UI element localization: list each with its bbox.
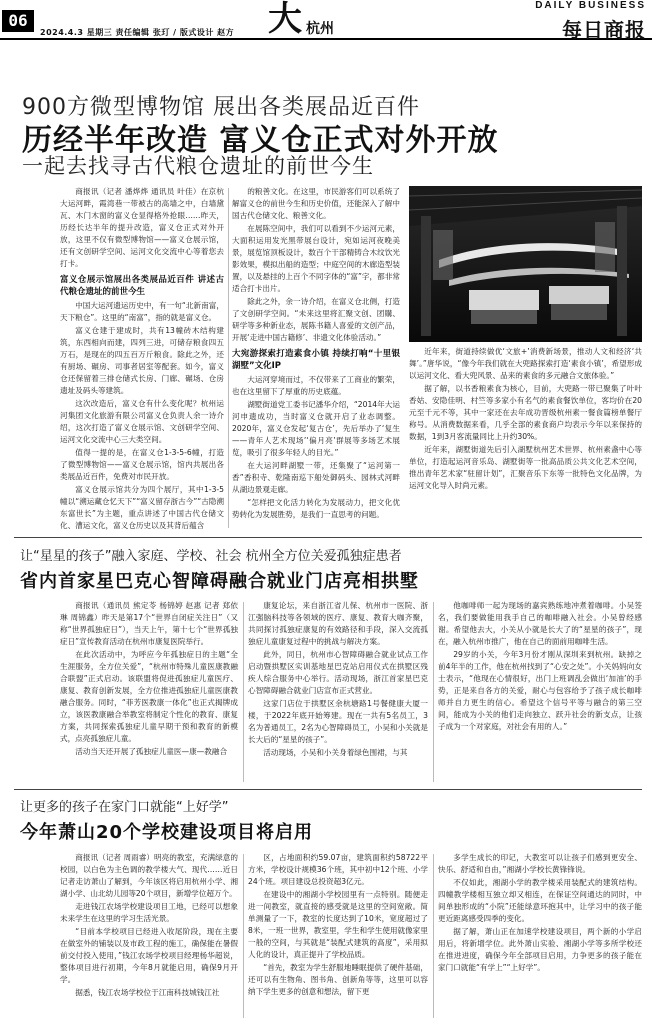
paragraph: 据了解，以书香粮素食为核心，目前，大兜路一带已聚集了叶叶香姑、安隐佳明、村竺等多家小有名气的素食餐饮单位，客均价在20元至千元不等，其中一家还在去年成功晋级杭州素一餐食篇榜单餐厅称号。从消费数据来看，几乎全部的素食商户均表示今年以来保持的数据，1到3月客流量同比上升约30%。 <box>409 384 642 441</box>
story2-column-3 <box>438 600 642 786</box>
paragraph: 在大运河畔湖墅一带，还集聚了“运河第一香”香积寺、乾隆南巡下船处御码头、园林式河畔从湖边景观走廊。 <box>232 461 400 494</box>
paragraph: 近年来，湖墅街道先后引入湖墅杭州艺术世界、杭州素盏中心等单位，打造起运河音乐岛、湖墅街等一批高品质公共文化艺术空间，推出青年艺术家“驻留计划”，汇聚音乐下东等一批特色文化品牌，为运河文化导入时尚元素。 <box>409 445 642 490</box>
story1-column-1 <box>60 186 224 532</box>
brand-chinese: 每日商报 <box>562 18 646 42</box>
story3-headline: 今年萧山20个学校建设项目将启用 <box>20 822 314 843</box>
column-rule <box>433 854 434 1018</box>
story3-column-2 <box>248 852 428 1020</box>
paragraph: 在此次活动中，为呼应今年孤独症日的主题“全生涯服务，全方位关爱”，“杭州市特殊儿童医康教融合联盟”正式启动。该联盟将促进孤独症儿童医疗、康复、教育创新发展，全方位推进孤独症儿童医康教融合服务。同时，“菲芳医教康一体化”也正式揭牌成立，该医教康融合举教室将制定个性化的教育、康复方案，共同探索孤独症儿童早期干预和教育的新模式，点亮孤独症儿童。 <box>60 650 238 743</box>
museum-interior-photo <box>409 186 642 342</box>
paragraph: 走进钱江农场学校建设项目工地，已经可以想象未来学生在这里的学习生活光景。 <box>60 902 238 923</box>
paragraph: 商报讯（通讯员 熊定苓 杨锦婷 赵惠 记者 郑依琳 周锦鑫）昨天是第17个“世界自闭症关注日”（又称“世界孤独症日”），当天上午，第十七个“世界孤独症日”宣传教育活动在杭州市康复医院举行。 <box>60 601 238 646</box>
paragraph: “怎样把文化活力转化为发展动力，把文化优势转化为发展胜势，是我们一直思考的问题。 <box>232 498 400 519</box>
story3-column-1 <box>60 852 238 1020</box>
story1-kicker: 900方微型博物馆 展出各类展品近百件 <box>22 95 420 120</box>
paragraph: 中国大运河遗运历史中，有一句“北新南富，天下粮仓”。这里的“南富”，指的就是富义仓。 <box>60 301 224 322</box>
story2-column-2 <box>248 600 428 786</box>
column-rule <box>433 602 434 782</box>
paragraph: 此外，同日，杭州市心智障碍融合就业试点工作启动暨拱墅区实训基地星巴克站启用仪式在拱墅区残疾人综合服务中心举行。活动现场，浙江首家星巴克心智障碍融合就业门店宣布正式营业。 <box>248 650 428 695</box>
story3-kicker: 让更多的孩子在家门口就能“上好学” <box>20 800 229 815</box>
paragraph: 据了解，萧山正在加速学校建设项目，两个新的小学启用后，将新增学位。此外萧山实验、湘湖小学等多所学校还在推进进度，确保今年全部项目启用，力争更多的孩子能在家门口就能“有学上”“上好学”。 <box>438 927 642 972</box>
section-divider <box>14 537 642 538</box>
paragraph: 近年来，街道持续做优‘文旅+’消费新场景，推动人文和经济‘共舞’。”唐华说，“像今年我们就在大兜路探索打造‘素食小镇’，希望形成以运河文化、看大兜风景、品来的素食的多元融合文旅体验。” <box>409 347 642 380</box>
paragraph: 商报讯（记者 周雨睿）明亮的教室，充满绿意的校园，以白色为主色调的教学楼大气、现代……近日记者走访萧山了解到，今年该区将启用杭州小学、湘湖小学、山北幼儿园等20个项目，新增学位超万个。 <box>60 853 238 898</box>
story2-kicker: 让“星星的孩子”融入家庭、学校、社会 杭州全方位关爱孤独症患者 <box>20 549 402 564</box>
paragraph: 据悉，钱江农场学校位于江南科技城钱江社 <box>75 988 220 997</box>
story1-headline: 历经半年改造 富义仓正式对外开放 <box>22 123 499 158</box>
paragraph: 康复论坛，来自浙江省儿保、杭州市一医院、浙江强脑科技等各领域的医疗、康复、教育大咖齐聚，共同探讨孤独症康复的有效路径和手段，深入交流孤独症儿童康复过程中的挑战与解决方案。 <box>248 601 428 646</box>
paragraph: 区，占地面积约59.07亩，建筑面积约58722平方米，学校设计规模36个班，其中初中12个班、小学24个班。项目建设总投资超3亿元。 <box>248 853 428 886</box>
section-divider <box>14 789 642 790</box>
paragraph: “目前本学校项目已经进入收尾阶段，现在主要在做室外的铺装以及市政工程的施工，确保能在暑假前交付投入使用，”钱江农场学校项目经理杨华超说，整体项目进行初期，今年8月就能启用，确保9月开学。 <box>60 927 238 984</box>
brand-english: DAILY BUSINESS <box>535 0 646 11</box>
paragraph: 在展陈空间中，我们可以看到不少运河元素，大面积运用发光黑带展台设计，宛如运河夜晚美景，展览馆顶板设计，数百个干部精铸合木纹饮光影效果，模拟出船的造型；中庭空间的木廊造型装置，以及悬挂的上百个不同字体的“富”字，都非常适合打卡出片。 <box>232 224 400 293</box>
story1-subhead: 一起去找寻古代粮仓遗址的前世今生 <box>22 154 374 178</box>
paragraph: 富义仓建于建成时，共有13幢砖木结构建筑，东西相向而建，四列三进，可储存粮食四五万石，是现在的四五百万斤粮食。除此之外，还有厨场、碾房、司事者居室等配套。如今，富义仓还保留着三排仓储式长房、门廊、碾场、仓房遗址及码头等建筑。 <box>60 326 224 395</box>
story2-headline: 省内首家星巴克心智障碍融合就业门店亮相拱墅 <box>20 571 419 592</box>
column-rule <box>243 602 244 782</box>
paragraph: 活动当天还开展了孤独症儿童医—康—教融合 <box>75 747 228 756</box>
story1-column-3 <box>409 346 642 532</box>
paragraph: 在建设中的湘湖小学校园里有一点特别。随便走进一间教室，就直接的感受就是这里的空间宽敞。简单测量了一下，教室的长度达到了10米，宽度超过了8米，一班一世界，教室里，学生和学生使用就像家里一般的空间，与其就是“装配式建筑的高度”，采用拟人化的设计，真正提升了学校品质。 <box>248 890 428 959</box>
paragraph: 这次改造后，富义仓有什么变化呢？杭州运河集团文化旅游有限公司富义仓负责人余一诗介绍，这次打造了富义仓展示馆、文创研学空间、运河文化交流中心三大类空间。 <box>60 399 224 444</box>
paragraph: 多学生成长的印记，大教室可以让孩子们感到更安全、快乐、舒适和自由，”湘湖小学校长黄锋锋说。 <box>438 853 642 874</box>
paragraph: 29岁的小关，今年3月份才刚从深圳来到杭州。缺掉之前4年半的工作，他在杭州找到了“心安之处”。小关妈妈向女士表示，“他现在心情很好，出门上班调乱会做出‘加油’的手势，正是来自各方的关爱，耐心与包容给予了孩子成长咖啡师并自力更生的信心。希望这个信号平等与融合的第三空间，能成为小关的他们走向独立、跃升社会的新支点，让孩子成为一个对家庭，对社会有用的人。” <box>438 650 642 731</box>
section-subhead: 大宛游探索打造素食小镇 持续打响“十里银湖墅”文化IP <box>232 349 400 371</box>
paragraph: 值得一提的是，在富义仓1-3-5-6幢，打造了微型博物馆——富义仓展示馆，馆内共展出各类展品近百件，免费对市民开放。 <box>60 448 224 481</box>
paragraph: 大运河穿境而过，不仅带来了工商业的繁荣，也在这里留下了厚重的历史底蕴。 <box>232 375 400 396</box>
column-rule <box>228 188 229 528</box>
section-mark: 大 <box>268 0 302 39</box>
masthead <box>0 0 652 40</box>
paragraph: 活动现场，小吴和小关身着绿色围裙，与其 <box>263 748 408 757</box>
paragraph: 商报讯（记者 潘烨烨 通讯员 叶佳）在京杭大运河畔，霞湾巷一带被古的高墙之中，白墙黛瓦、木门木窗的富义仓显得格外抢眼……昨天，历经长达半年的提升改造，富义仓正式对外开放，这里不仅有微型博物馆——富义仓展示馆，还有文创研学空间、运河文化交流中心等着您去打卡。 <box>60 187 224 268</box>
story3-column-3 <box>438 852 642 1020</box>
paragraph: 他咖啡师一起为现场的嘉宾熟练地冲煮着咖啡。小吴签名，我们要做能用我手自己的咖啡融入社会。小吴曾经感谢。希望他去大，小关从小就是长大了的“星星的孩子”，现在，融入杭州市推广，他在自己的面前用咖啡生活。 <box>438 601 642 646</box>
story1-column-2 <box>232 186 400 532</box>
paragraph: 的粮善文化。在这里，市民游客们可以系统了解富义仓的前世今生和历史价值，还能深入了解中国古代仓储文化、粮善文化。 <box>232 187 400 220</box>
paragraph: 除此之外，余一诗介绍，在富义仓北侧，打造了文创研学空间。“未来这里将汇聚文创、团購、研学等多种新业态，展陈书籍人喜爱的文创产品，开展‘走进中国古籍修’、非遗文化体验活动。” <box>232 297 400 342</box>
paragraph: 富义仓展示馆共分为四个展厅，其中1-3-5幢以“溯运藏仓忆天下”“富义留存浙古今”“古隐溯东富世长”为主题，重点讲述了中国古代仓储文化、漕运文化，富义仓历史以及其背后蕴含 <box>60 485 224 530</box>
publication-line: 2024.4.3 星期三 责任编辑 张玎 / 版式设计 赵方 <box>40 28 235 37</box>
paragraph: 湖墅街道党工委书记潘华介绍，“2014年大运河申遗成功，当时富义仓就开启了业态调整。2020年，富义仓发起‘复古仓’，先后举办了‘复生——青年人艺术现场’‘偏月亮’群展等多场艺术展览，吸引了很多年轻人的目光。” <box>232 400 400 457</box>
section-subhead: 富义仓展示馆展出各类展品近百件 讲述古代粮仓遗址的前世今生 <box>60 275 224 297</box>
paragraph: 不仅如此，湘湖小学的教学楼采用装配式的建筑结构。四幢教学楼相互独立却又相连，在保证空间通达的同时，中间单独形成的“小院”还能绿意环抱其中，让学习中的孩子能更近距离感受四季的变化。 <box>438 878 642 923</box>
section-name: 杭州 <box>306 21 334 37</box>
story2-column-1 <box>60 600 238 786</box>
column-rule <box>243 854 244 1018</box>
paragraph: “首先，教室为学生舒服地睡眠提供了硬件基础，还可以有生物角、图书角、创新角等等，这里可以容纳下学生更多的创意和想法，留下更 <box>248 963 428 996</box>
page-number: 06 <box>2 10 34 32</box>
paragraph: 这家门店位于拱墅区余杭塘路1号餐健康大厦一楼，于2022年底开始筹建。现在一共有5名员工，3名为普通员工，2名为心智障碍员工，小吴和小关就是长大后的“星星的孩子”。 <box>248 699 428 744</box>
